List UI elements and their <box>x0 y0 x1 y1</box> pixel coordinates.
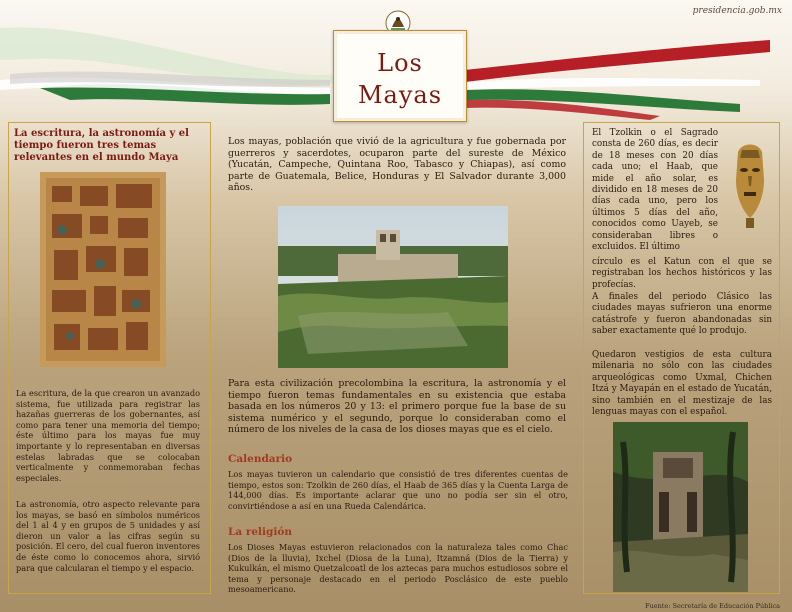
title-card <box>333 30 467 122</box>
tzolkin-paragraph: El Tzolkin o el Sagrado consta de 260 días, es decir de 18 meses con 20 días cada uno; el Haab, que mide el año solar, es dividido en 18 meses de 20 días cada uno, pero los últimos 5 días del año, conocidos como Uayeb, se consideraban libres o excluidos. El último <box>592 128 718 253</box>
classic-period-paragraph: A finales del periodo Clásico las ciudades mayas sufrieron una enorme catástrofe y fueron abandonadas sin saber exactamente qué lo produjo. <box>592 292 772 337</box>
tzolkin-continuation: círculo es el Katun con el que se registraban los hechos históricos y las profecías. <box>592 257 772 290</box>
page-title-line1: Los <box>377 49 423 77</box>
jade-mask-image <box>728 140 772 230</box>
religion-paragraph: Los Dioses Mayas estuvieron relacionados con la naturaleza tales como Chac (Dios de la lluvia), Ixchel (Diosa de la Luna), Itzamná (Dios de la Tierra) y Kukulkán, el mismo Quetzalcoatl de los aztecas para muchos estudiosos sobre el tema y personaje destacado en el periodo Posclásico de este pueblo mesoamericano. <box>228 542 568 595</box>
religion-heading: La religión <box>228 526 292 538</box>
middle-paragraph-foundations: Para esta civilización precolombina la escritura, la astronomía y el tiempo fueron temas fundamentales en su existencia que estaba basada en los números 20 y 13: el primero porque fue la base de su sistema numérico y el segundo, porque lo consideraban como el número de los niveles de la casa de los dioses mayas que es el cielo. <box>228 378 566 436</box>
palenque-ruins-image <box>278 206 508 368</box>
maya-codex-image <box>40 172 166 367</box>
calendar-heading: Calendario <box>228 453 293 465</box>
intro-paragraph: Los mayas, población que vivió de la agricultura y fue gobernada por guerreros y sacerdotes, ocuparon parte del sureste de México (Yucatán, Campeche, Quintana Roo, Tabasco y Chiapas), así como parte de Guatemala, Belice, Honduras y El Salvador durante 3,000 años. <box>228 136 566 194</box>
site-url[interactable]: presidencia.gob.mx <box>692 6 782 16</box>
left-paragraph-astronomy: La astronomía, otro aspecto relevante para los mayas, se basó en símbolos numéricos del 1 al 4 y en grupos de 5 unidades y así dieron un valor a las cifras según su posición. El cero, del cual fueron inventores de éste como lo conocemos ahora, sirvió para que calcularan el tiempo y el espacio. <box>16 499 200 573</box>
legacy-paragraph: Quedaron vestigios de esta cultura milenaria no sólo con las ciudades arqueológicas como Uxmal, Chichen Itzá y Mayapán en el estado de Yucatán, sino también en el mestizaje de las lenguas mayas con el español. <box>592 350 772 418</box>
calendar-paragraph: Los mayas tuvieron un calendario que consistió de tres diferentes cuentas de tiempo, estos son: Tzolkin de 260 días, el Haab de 365 días y la Cuenta Larga de 144,000 días. Es importante aclarar que uno no podía ser sin el otro, convirtiéndose a así en una Rueda Calendárica. <box>228 469 568 511</box>
left-heading: La escritura, la astronomía y el tiempo fueron tres temas relevantes en el mundo Maya <box>14 128 189 163</box>
jungle-ruins-image <box>613 422 748 592</box>
footer-credit: Fuente: Secretaría de Educación Pública <box>645 602 780 610</box>
left-paragraph-writing: La escritura, de la que crearon un avanzado sistema, fue utilizada para registrar las hazañas guerreras de los gobernantes, así como para tener una memoria del tiempo; éste último para los mayas fue muy importante y lo representaban en diversas estelas labradas que se colocaban verticalmente y conmemoraban fechas especiales. <box>16 388 200 483</box>
page-title-line2: Mayas <box>357 81 443 109</box>
